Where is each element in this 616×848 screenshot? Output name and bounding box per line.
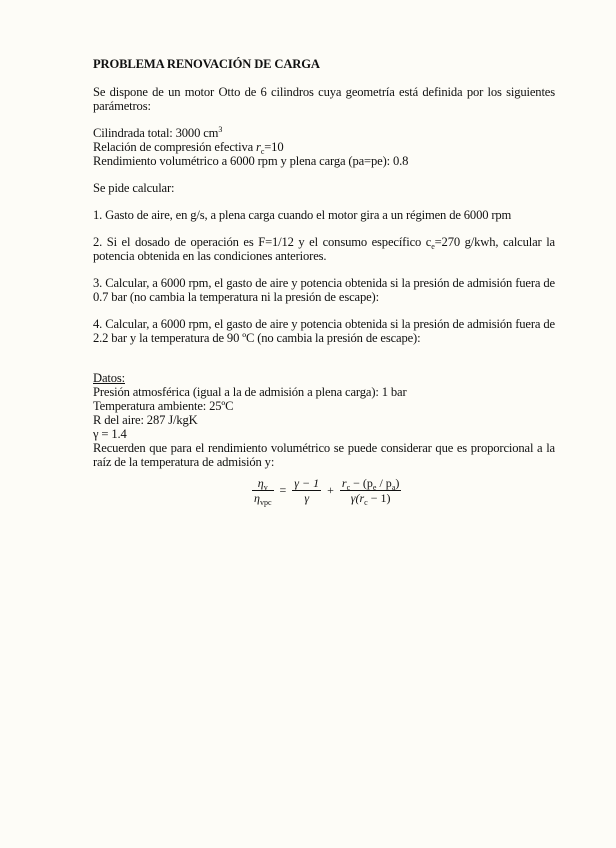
- recuerden-paragraph: Recuerden que para el rendimiento volumétrico se puede considerar que es proporcional a la raíz de la temperatura de admisión y:: [93, 441, 555, 469]
- formula-term-1: $\frac{\gamma - 1}{\gamma}$: [294, 476, 320, 505]
- dato-gamma: γ = 1.4: [93, 427, 127, 441]
- param-relacion: Relación de compresión efectiva $r_c=10$: [93, 140, 284, 156]
- formula-plus: +: [327, 483, 334, 497]
- formula-lhs-fraction: $\frac{\eta_v}{\eta_{vpc}}$: [254, 476, 272, 507]
- datos-heading: Datos:: [93, 371, 125, 385]
- formula-equals: =: [279, 483, 287, 497]
- intro-paragraph: Se dispone de un motor Otto de 6 cilindros cuya geometría está definida por los siguientes parámetros:: [93, 85, 555, 113]
- param-rendimiento: Rendimiento volumétrico a 6000 rpm y plena carga (pa=pe): 0.8: [93, 154, 409, 168]
- question-4: 4. Calcular, a 6000 rpm, el gasto de aire y potencia obtenida si la presión de admisión fuera de 2.2 bar y la temperatura de 90 ºC (no cambia la presión de escape):: [93, 317, 555, 345]
- document-body: [93, 57, 555, 469]
- se-pide: Se pide calcular:: [93, 181, 175, 195]
- question-3: 3. Calcular, a 6000 rpm, el gasto de aire y potencia obtenida si la presión de admisión fuera de 0.7 bar (no cambia la temperatura ni la presión de escape):: [93, 276, 555, 304]
- dato-presion: Presión atmosférica (igual a la de admisión a plena carga): 1 bar: [93, 385, 407, 399]
- dato-temperatura: Temperatura ambiente: 25ºC: [93, 399, 234, 413]
- question-1: 1. Gasto de aire, en g/s, a plena carga cuando el motor gira a un régimen de 6000 rpm: [93, 208, 512, 222]
- question-2: 2. Si el dosado de operación es F=1/12 y el consumo específico $c_e=270$ g/kwh, calcular la potencia obtenida en las condiciones anteriores.: [93, 235, 555, 263]
- document-title: PROBLEMA RENOVACIÓN DE CARGA: [93, 57, 320, 71]
- formula-term-2: $\frac{r_c - (p_e / p_a)}{\gamma(r_c - 1)}$: [341, 476, 400, 507]
- volumetric-efficiency-formula: [252, 476, 401, 505]
- param-cilindrada: Cilindrada total: 3000 $cm^3$: [93, 125, 223, 140]
- dato-r-aire: R del aire: 287 J/kgK: [93, 413, 198, 427]
